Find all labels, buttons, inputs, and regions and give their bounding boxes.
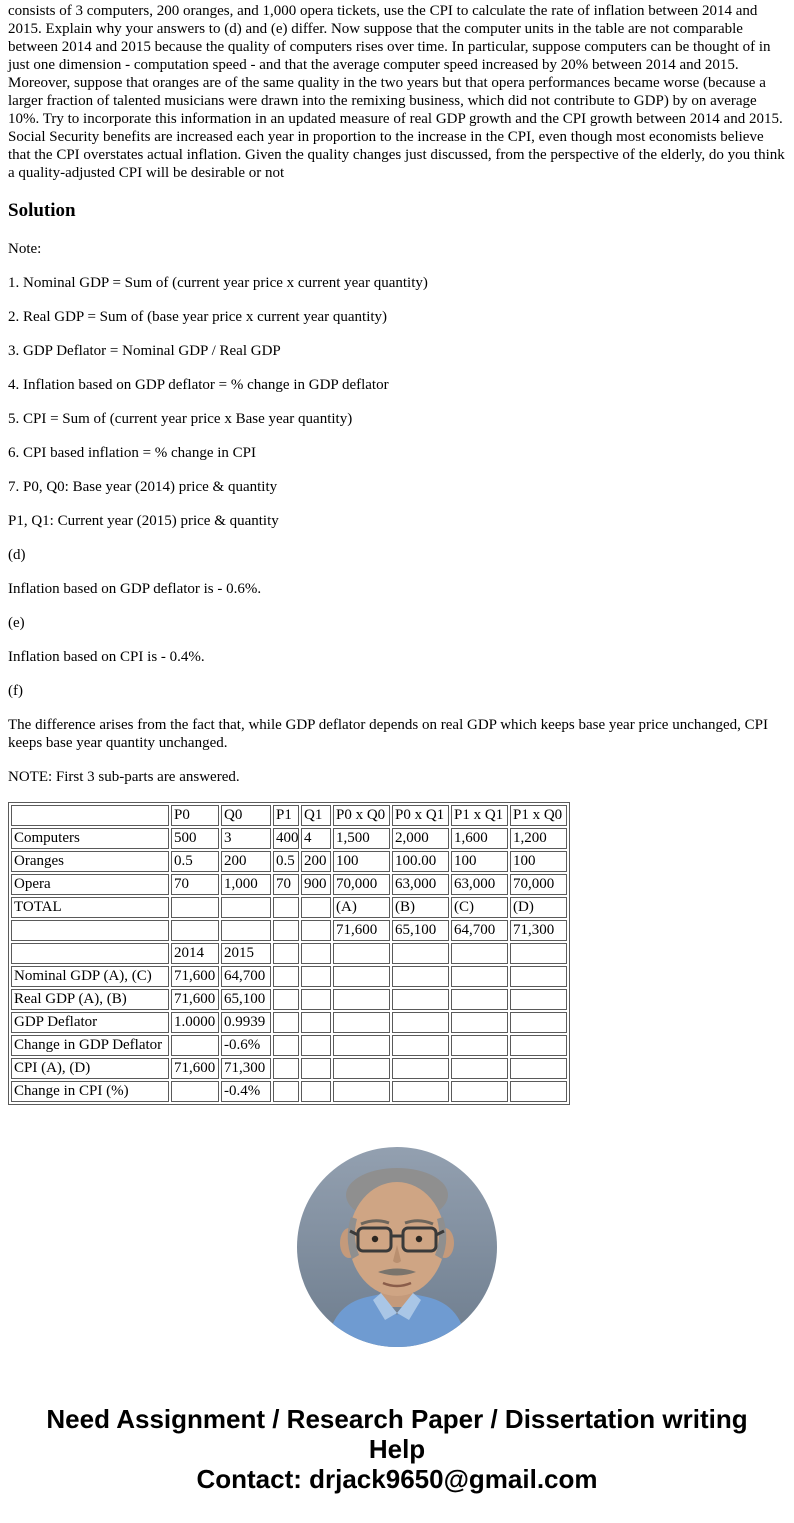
table-cell: 2015 [221,943,271,964]
table-cell [301,966,331,987]
table-cell [333,943,390,964]
table-cell [392,1058,449,1079]
question-paragraph: consists of 3 computers, 200 oranges, and 1,000 opera tickets, use the CPI to calculate the rate of inflation between 2014 and 2015. Explain why your answers to (d) and (e) differ. Now suppose that the computer units in the table are not comparable between 2014 and 2015 because the quality of computers rises over time. In particular, suppose computers can be thought of in just one dimension - computation speed - and that the average computer speed increased by 20% between 2014 and 2015. Moreover, suppose that oranges are of the same quality in the two years but that opera performances became worse (because a larger fraction of talented musicians were drawn into the remixing business, which did not contribute to GDP) by on average 10%. Try to incorporate this information in an updated measure of real GDP growth and the CPI growth between 2014 and 2015. Social Security benefits are increased each year in proportion to the increase in the CPI, even though most economists believe that the CPI overstates actual inflation. Given the quality changes just discussed, from the perspective of the elderly, do you think a quality-adjusted CPI will be desirable or not [8,3,785,181]
table-cell: 0.5 [171,851,219,872]
table-cell [333,966,390,987]
eye-left [372,1236,378,1242]
table-cell [510,1058,567,1079]
table-cell: Q1 [301,805,331,826]
table-row [11,943,567,964]
table-cell [451,943,508,964]
table-cell: 65,100 [221,989,271,1010]
note-item-2: 2. Real GDP = Sum of (base year price x current year quantity) [8,309,388,325]
calculation-table-body [11,805,567,1102]
table-cell: 64,700 [451,920,508,941]
table-cell: 100 [510,851,567,872]
table-cell [301,989,331,1010]
table-cell: 71,600 [171,1058,219,1079]
table-cell [333,1058,390,1079]
table-cell [510,966,567,987]
table-cell: P0 x Q0 [333,805,390,826]
table-cell: P1 [273,805,299,826]
table-row [11,966,567,987]
note-item-6: 6. CPI based inflation = % change in CPI [8,445,257,461]
row-label-cell: TOTAL [11,897,169,918]
table-cell: 63,000 [392,874,449,895]
table-cell [301,1058,331,1079]
table-cell: 0.5 [273,851,299,872]
table-cell: 71,600 [171,966,219,987]
table-cell: 0.9939 [221,1012,271,1033]
table-cell: 70 [273,874,299,895]
table-cell: (B) [392,897,449,918]
table-cell [451,1035,508,1056]
row-label-cell: Opera [11,874,169,895]
table-cell [301,1012,331,1033]
subparts-note: NOTE: First 3 sub-parts are answered. [8,769,240,785]
table-cell [392,1035,449,1056]
row-label-cell [11,943,169,964]
table-cell [333,1012,390,1033]
table-cell [451,1058,508,1079]
row-label-cell: Change in CPI (%) [11,1081,169,1102]
note-item-1: 1. Nominal GDP = Sum of (current year price x current year quantity) [8,275,428,291]
part-e-answer: Inflation based on CPI is - 0.4%. [8,649,205,665]
table-cell: 3 [221,828,271,849]
table-cell [510,943,567,964]
table-cell [273,1081,299,1102]
table-cell: 71,300 [221,1058,271,1079]
part-f-answer: The difference arises from the fact that, while GDP deflator depends on real GDP which keeps base year price unchanged, CPI keeps base year quantity unchanged. [8,717,769,751]
note-label: Note: [8,241,42,257]
tutor-photo [297,1147,497,1347]
table-cell: P0 x Q1 [392,805,449,826]
table-cell [301,1081,331,1102]
table-row [11,1012,567,1033]
table-row [11,1035,567,1056]
table-cell [392,966,449,987]
photo-container [8,1147,786,1352]
row-label-cell: Change in GDP Deflator [11,1035,169,1056]
table-row [11,874,567,895]
table-cell [301,1035,331,1056]
table-cell [510,1035,567,1056]
table-cell: P0 [171,805,219,826]
table-cell: 100 [451,851,508,872]
table-cell [510,1012,567,1033]
table-cell [301,943,331,964]
table-cell [273,897,299,918]
table-cell: 1.0000 [171,1012,219,1033]
table-cell: 64,700 [221,966,271,987]
note-item-7b: P1, Q1: Current year (2015) price & quantity [8,513,279,529]
table-cell [451,1081,508,1102]
table-cell: 70 [171,874,219,895]
table-cell: 2,000 [392,828,449,849]
table-cell [273,943,299,964]
table-cell: 900 [301,874,331,895]
table-cell [333,1035,390,1056]
table-cell: 500 [171,828,219,849]
table-cell [392,989,449,1010]
part-d-label: (d) [8,547,26,563]
footer-help-text: Need Assignment / Research Paper / Dissertation writing Help [46,1404,748,1464]
part-f-label: (f) [8,683,23,699]
table-cell: 4 [301,828,331,849]
table-cell: 400 [273,828,299,849]
table-cell: 71,300 [510,920,567,941]
row-label-cell [11,805,169,826]
part-e-label: (e) [8,615,25,631]
table-cell: 71,600 [171,989,219,1010]
table-cell: 200 [301,851,331,872]
calculation-table [8,802,570,1105]
table-cell [451,1012,508,1033]
table-cell [171,920,219,941]
table-row [11,989,567,1010]
table-cell: 70,000 [510,874,567,895]
table-cell: -0.4% [221,1081,271,1102]
table-cell [171,897,219,918]
table-cell: 200 [221,851,271,872]
eye-right [416,1236,422,1242]
row-label-cell: GDP Deflator [11,1012,169,1033]
table-cell: (C) [451,897,508,918]
row-label-cell: CPI (A), (D) [11,1058,169,1079]
row-label-cell [11,920,169,941]
table-cell [273,966,299,987]
table-cell: 1,200 [510,828,567,849]
table-cell [273,920,299,941]
table-cell: 1,600 [451,828,508,849]
row-label-cell: Oranges [11,851,169,872]
table-cell [273,1058,299,1079]
table-cell [392,943,449,964]
table-cell: Q0 [221,805,271,826]
table-cell: 70,000 [333,874,390,895]
table-cell [301,920,331,941]
table-cell: 100 [333,851,390,872]
table-cell: 65,100 [392,920,449,941]
table-cell [333,989,390,1010]
table-cell: 100.00 [392,851,449,872]
table-row [11,828,567,849]
table-cell [273,989,299,1010]
part-d-answer: Inflation based on GDP deflator is - 0.6%. [8,581,262,597]
table-row [11,1081,567,1102]
table-row [11,920,567,941]
table-row [11,897,567,918]
row-label-cell: Computers [11,828,169,849]
note-item-7: 7. P0, Q0: Base year (2014) price & quantity [8,479,278,495]
note-item-5: 5. CPI = Sum of (current year price x Base year quantity) [8,411,353,427]
table-row [11,851,567,872]
note-item-3: 3. GDP Deflator = Nominal GDP / Real GDP [8,343,281,359]
note-item-4: 4. Inflation based on GDP deflator = % change in GDP deflator [8,377,389,393]
row-label-cell: Nominal GDP (A), (C) [11,966,169,987]
footer [27,1404,767,1494]
table-cell: (D) [510,897,567,918]
footer-contact-text: Contact: drjack9650@gmail.com [196,1464,598,1494]
table-cell: P1 x Q1 [451,805,508,826]
table-cell: 2014 [171,943,219,964]
table-cell [392,1081,449,1102]
table-cell [171,1035,219,1056]
table-cell [451,966,508,987]
table-cell [221,897,271,918]
table-cell [451,989,508,1010]
table-cell [510,989,567,1010]
table-cell: 63,000 [451,874,508,895]
row-label-cell: Real GDP (A), (B) [11,989,169,1010]
solution-heading: Solution [8,200,76,221]
table-row [11,805,567,826]
table-cell: 71,600 [333,920,390,941]
table-cell: P1 x Q0 [510,805,567,826]
table-cell [171,1081,219,1102]
table-cell: 1,500 [333,828,390,849]
table-cell [301,897,331,918]
table-cell [273,1035,299,1056]
face [349,1182,445,1296]
table-cell: -0.6% [221,1035,271,1056]
table-cell: 1,000 [221,874,271,895]
table-cell: (A) [333,897,390,918]
table-cell [333,1081,390,1102]
table-row [11,1058,567,1079]
table-cell [510,1081,567,1102]
table-cell [221,920,271,941]
table-cell [392,1012,449,1033]
table-cell [273,1012,299,1033]
